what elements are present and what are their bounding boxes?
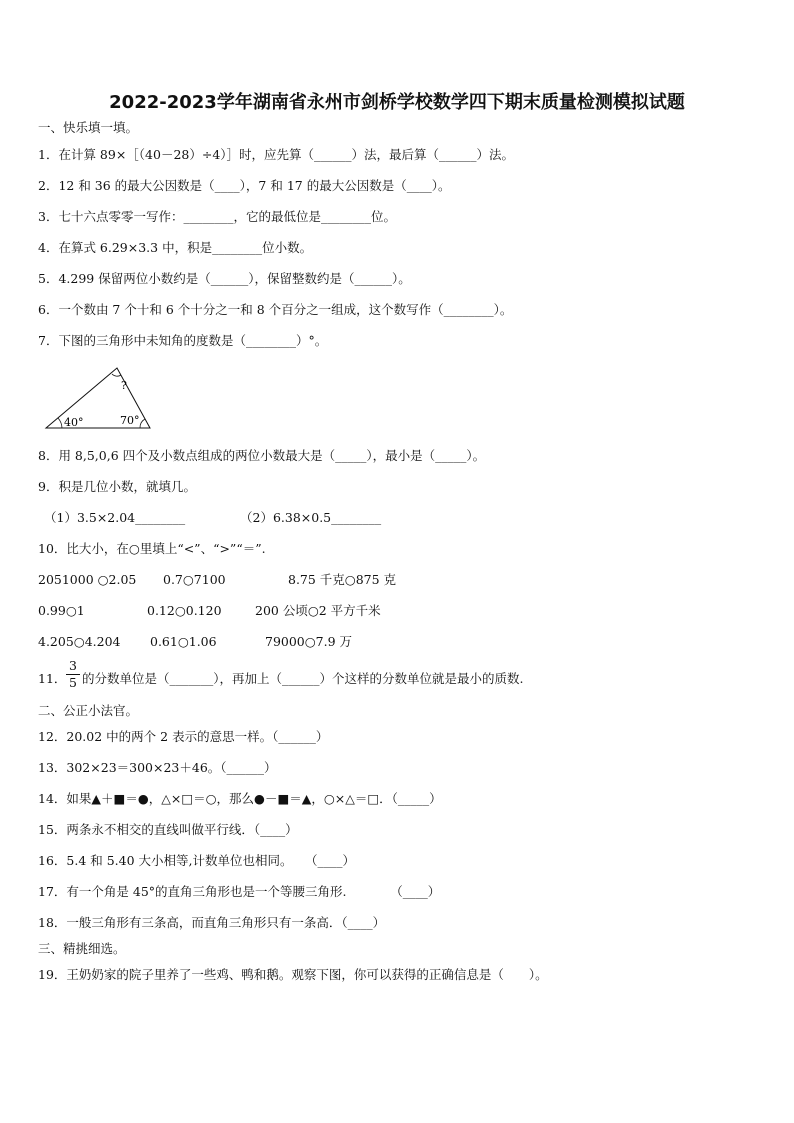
question-18: 18．一般三角形有三条高，而直角三角形只有一条高．（____） bbox=[38, 915, 386, 930]
question-14: 14．如果▲＋■＝●，△×□＝○，那么●－■＝▲，○×△＝□．（_____） bbox=[38, 791, 442, 806]
question-9-part-2: （2）6.38×0.5________ bbox=[240, 510, 382, 525]
question-7: 7．下图的三角形中未知角的度数是（________）°。 bbox=[38, 333, 328, 348]
question-8: 8．用 8,5,0,6 四个及小数点组成的两位小数最大是（_____），最小是（_____）。 bbox=[38, 448, 486, 463]
compare-item: 0.12○0.120 bbox=[147, 603, 222, 618]
triangle-unknown-angle: ? bbox=[121, 379, 127, 392]
compare-item: 0.99○1 bbox=[38, 603, 85, 618]
compare-item: 8.75 千克○875 克 bbox=[288, 572, 397, 587]
section-heading-2: 二、公正小法官。 bbox=[38, 703, 139, 718]
question-10: 10．比大小，在○里填上“<”、“>”“＝”. bbox=[38, 541, 266, 556]
question-17: 17．有一个角是 45°的直角三角形也是一个等腰三角形. （____） bbox=[38, 884, 441, 899]
compare-item: 0.61○1.06 bbox=[150, 634, 217, 649]
compare-item: 200 公顷○2 平方千米 bbox=[255, 603, 381, 618]
question-1: 1．在计算 89×［（40－28）÷4）］时，应先算（______）法，最后算（______）法。 bbox=[38, 147, 515, 162]
section-heading-1: 一、快乐填一填。 bbox=[38, 120, 139, 135]
question-2: 2．12 和 36 的最大公因数是（____），7 和 17 的最大公因数是（____）。 bbox=[38, 178, 451, 193]
question-9: 9．积是几位小数，就填几。 bbox=[38, 479, 196, 494]
fraction-denominator: 5 bbox=[69, 675, 77, 690]
fraction-three-fifths bbox=[66, 659, 80, 690]
triangle-figure bbox=[44, 364, 154, 432]
question-19: 19．王奶奶家的院子里养了一些鸡、鸭和鹅。观察下图，你可以获得的正确信息是（ ）。 bbox=[38, 967, 548, 982]
question-11-number: 11． bbox=[38, 671, 67, 686]
question-5: 5．4.299 保留两位小数约是（______），保留整数约是（______）。 bbox=[38, 271, 411, 286]
compare-item: 79000○7.9 万 bbox=[265, 634, 353, 649]
compare-item: 2051000 ○2.05 bbox=[38, 572, 137, 587]
triangle-angle-left: 40° bbox=[64, 416, 84, 429]
question-13: 13．302×23＝300×23＋46。（______） bbox=[38, 760, 277, 775]
question-11: 的分数单位是（_______），再加上（______）个这样的分数单位就是最小的质数. bbox=[82, 671, 524, 686]
fraction-numerator: 3 bbox=[69, 658, 77, 673]
section-heading-3: 三、精挑细选。 bbox=[38, 941, 126, 956]
question-3: 3．七十六点零零一写作：________，它的最低位是________位。 bbox=[38, 209, 396, 224]
question-6: 6．一个数由 7 个十和 6 个十分之一和 8 个百分之一组成，这个数写作（________）。 bbox=[38, 302, 513, 317]
question-4: 4．在算式 6.29×3.3 中，积是________位小数。 bbox=[38, 240, 313, 255]
triangle-angle-right: 70° bbox=[120, 414, 140, 427]
compare-item: 4.205○4.204 bbox=[38, 634, 121, 649]
question-9-part-1: （1）3.5×2.04________ bbox=[44, 510, 186, 525]
question-16: 16．5.4 和 5.40 大小相等,计数单位也相同。 （____） bbox=[38, 853, 356, 868]
question-12: 12．20.02 中的两个 2 表示的意思一样。（______） bbox=[38, 729, 329, 744]
compare-item: 0.7○7100 bbox=[163, 572, 226, 587]
question-15: 15．两条永不相交的直线叫做平行线．（____） bbox=[38, 822, 298, 837]
exam-title: 2022-2023学年湖南省永州市剑桥学校数学四下期末质量检测模拟试题 bbox=[109, 92, 685, 113]
